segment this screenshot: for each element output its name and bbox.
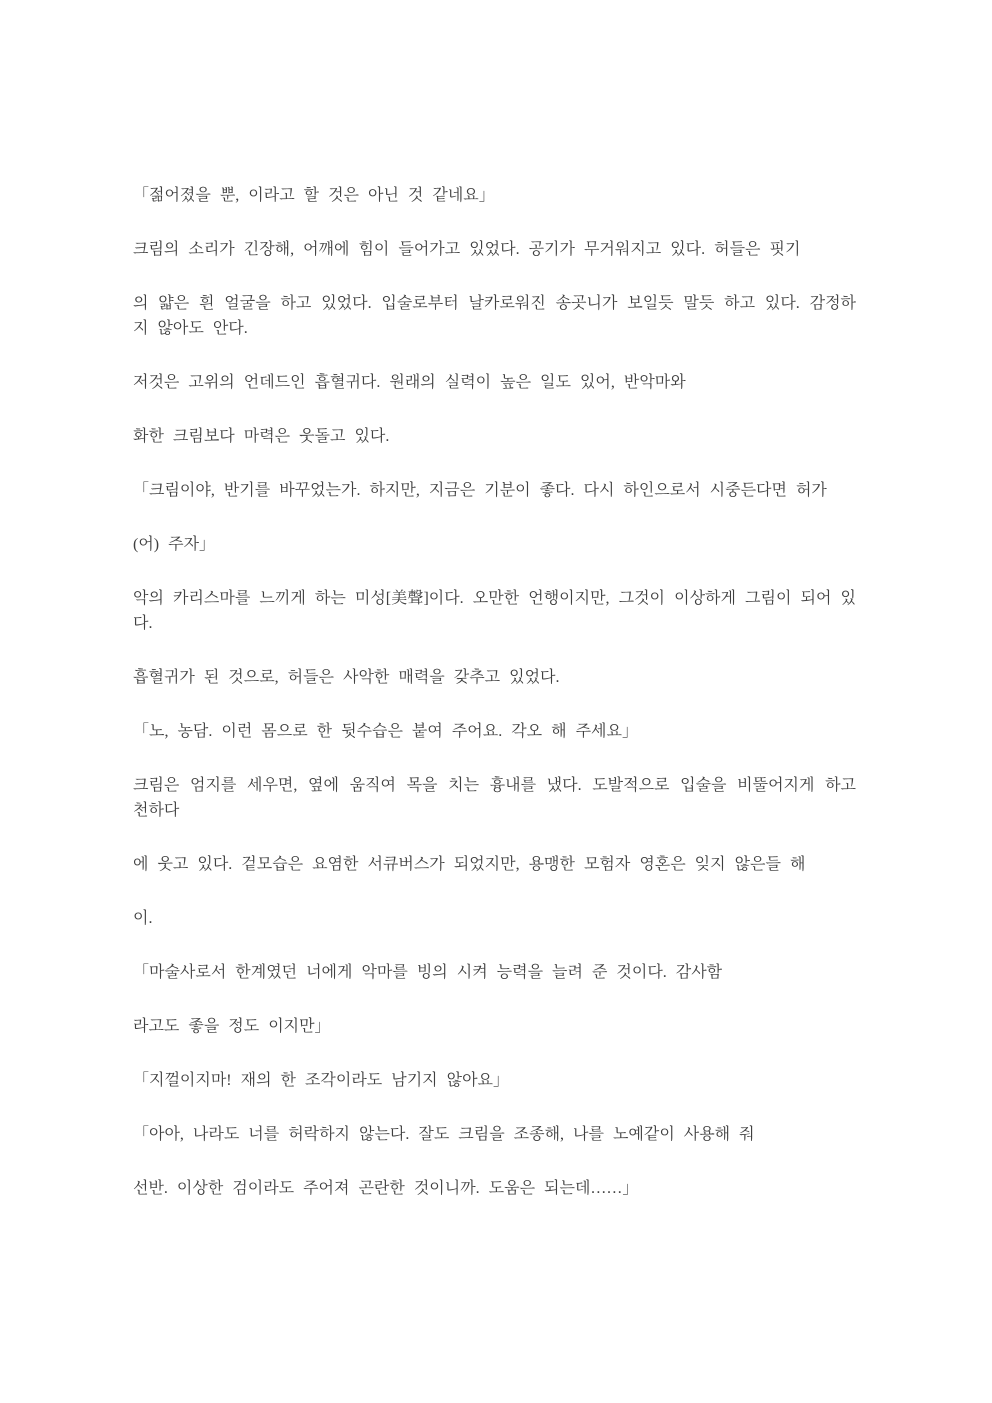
paragraph-17: 「아아, 나라도 너를 허락하지 않는다. 잘도 크림을 조종해, 나를 노예같이 사용해 줘 [133, 1126, 755, 1143]
paragraph-12: 에 웃고 있다. 겉모습은 요염한 서큐버스가 되었지만, 용맹한 모험자 영혼은 잊지 않은들 해 [133, 856, 806, 873]
paragraph-18: 선반. 이상한 검이라도 주어져 곤란한 것이니까. 도움은 되는데……」 [133, 1180, 639, 1197]
paragraph-02: 크림의 소리가 긴장해, 어깨에 힘이 들어가고 있었다. 공기가 무거워지고 있다. 허들은 핏기 [133, 241, 801, 258]
paragraph-06: 「크림이야, 반기를 바꾸었는가. 하지만, 지금은 기분이 좋다. 다시 하인으로서 시중든다면 허가 [133, 482, 827, 499]
novel-text-body [133, 183, 856, 1201]
paragraph-03: 의 얇은 흰 얼굴을 하고 있었다. 입술로부터 날카로워진 송곳니가 보일듯 말듯 하고 있다. 감정하지 않아도 안다. [133, 295, 856, 337]
paragraph-01: 「젊어졌을 뿐, 이라고 할 것은 아닌 것 같네요」 [133, 187, 495, 204]
paragraph-07: (어) 주자」 [133, 536, 216, 553]
paragraph-11: 크림은 엄지를 세우면, 옆에 움직여 목을 치는 흉내를 냈다. 도발적으로 입술을 비뚤어지게 하고 천하다 [133, 777, 856, 819]
paragraph-10: 「노, 농담. 이런 몸으로 한 뒷수습은 붙여 주어요. 각오 해 주세요」 [133, 723, 638, 740]
paragraph-15: 라고도 좋을 정도 이지만」 [133, 1018, 331, 1035]
paragraph-14: 「마술사로서 한계였던 너에게 악마를 빙의 시켜 능력을 늘려 준 것이다. 감사함 [133, 964, 723, 981]
paragraph-05: 화한 크림보다 마력은 웃돌고 있다. [133, 428, 390, 445]
paragraph-13: 이. [133, 910, 153, 927]
paragraph-04: 저것은 고위의 언데드인 흡혈귀다. 원래의 실력이 높은 일도 있어, 반악마와 [133, 374, 686, 391]
paragraph-16: 「지껄이지마! 재의 한 조각이라도 남기지 않아요」 [133, 1072, 509, 1089]
paragraph-08: 악의 카리스마를 느끼게 하는 미성[美聲]이다. 오만한 언행이지만, 그것이 이상하게 그림이 되어 있다. [133, 590, 856, 632]
paragraph-09: 흡혈귀가 된 것으로, 허들은 사악한 매력을 갖추고 있었다. [133, 669, 560, 686]
